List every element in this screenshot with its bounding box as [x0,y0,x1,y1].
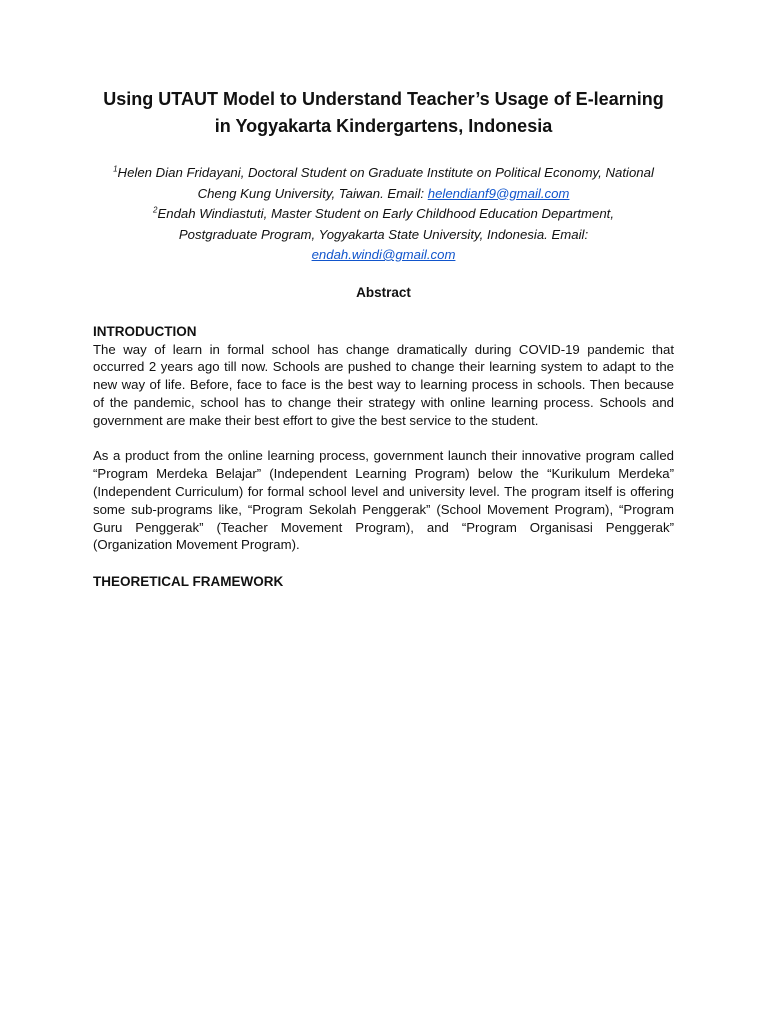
introduction-paragraph-1: The way of learn in formal school has change dramatically during COVID-19 pandemic that occurred 2 years ago till now. Schools are pushed to change their learning system to adapt to the new way of life. Before, face to face is the best way to learning process in schools. Then because of the pandemic, school has to change their strategy with online learning process. Schools and government are make their best effort to give the best service to the student. [93,341,674,428]
author-1-line-2 [93,184,674,205]
introduction-paragraph-2: As a product from the online learning process, government launch their innovative program called “Program Merdeka Belajar” (Independent Learning Program) below the “Kurikulum Merdeka” (Independent Curriculum) for formal school level and university level. The program itself is offering some sub-programs like, “Program Sekolah Penggerak” (School Movement Program), “Program Guru Penggerak” (Teacher Movement Program), and “Program Organisasi Penggerak” (Organization Movement Program). [93,448,674,553]
document-page [93,86,674,591]
paper-title: Using UTAUT Model to Understand Teacher’s Usage of E-learning in Yogyakarta Kindergartens, Indonesia [103,89,664,136]
author-2-affiliation: Endah Windiastuti, Master Student on Early Childhood Education Department, [157,206,615,221]
author-1-affiliation: Helen Dian Fridayani, Doctoral Student on Graduate Institute on Political Economy, National [117,165,654,180]
author-2-line-2 [93,225,674,246]
author-1-line-1 [93,163,674,184]
author-2-email-link[interactable]: endah.windi@gmail.com [311,247,456,262]
author-block [93,163,674,266]
author-2-line-3 [93,245,674,266]
theoretical-framework-heading: THEORETICAL FRAMEWORK [93,574,284,590]
author-1-affiliation-cont: Cheng Kung University, Taiwan. Email: [197,185,428,201]
introduction-heading: INTRODUCTION [93,323,197,339]
author-1-marker: 1 [113,164,118,174]
author-2-affiliation-cont: Postgraduate Program, Yogyakarta State University, Indonesia. Email: [178,226,589,242]
author-1-email-link[interactable]: helendianf9@gmail.com [427,185,570,201]
abstract-heading: Abstract [356,284,411,300]
author-2-line-1 [93,204,674,225]
author-2-marker: 2 [152,205,158,215]
